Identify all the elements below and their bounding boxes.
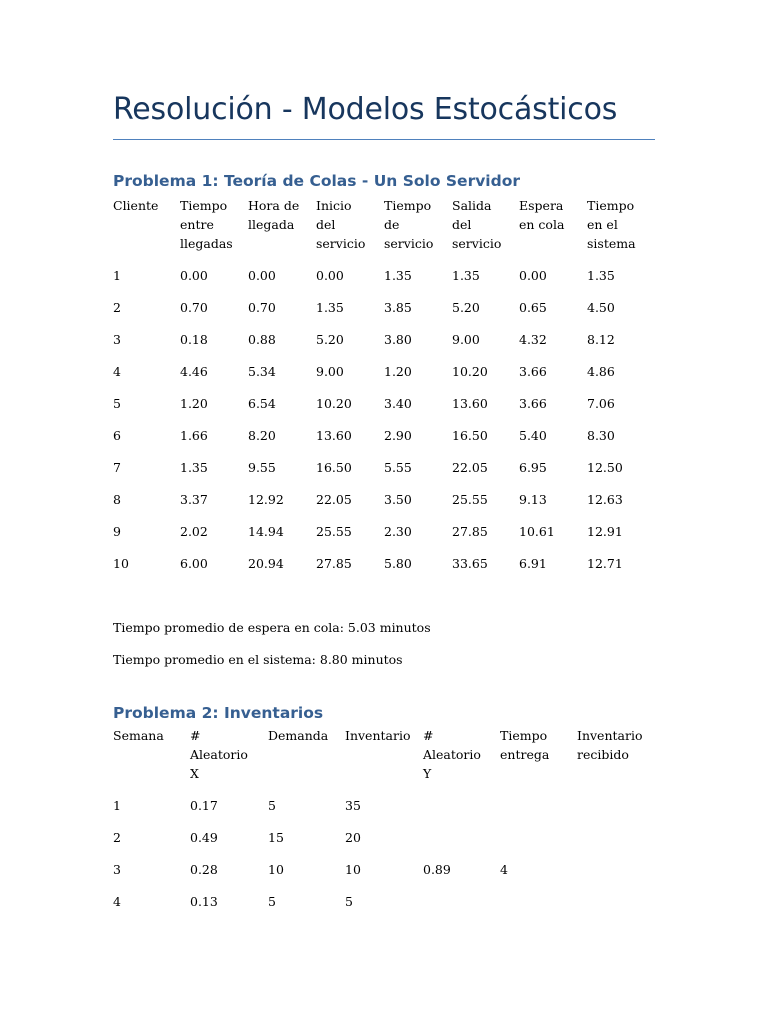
table-cell: 35 bbox=[345, 798, 361, 813]
column-header bbox=[345, 726, 410, 745]
column-header bbox=[268, 726, 328, 745]
table-cell: 3 bbox=[113, 332, 121, 347]
table-cell: 8.20 bbox=[248, 428, 276, 443]
table-cell: 0.17 bbox=[190, 798, 218, 813]
table-cell: 5.34 bbox=[248, 364, 276, 379]
table-cell: 12.50 bbox=[587, 460, 623, 475]
table-cell: 5 bbox=[113, 396, 121, 411]
table-cell: 10.61 bbox=[519, 524, 555, 539]
column-header-line: en el bbox=[587, 217, 618, 232]
table-cell: 16.50 bbox=[452, 428, 488, 443]
table-cell: 0.00 bbox=[180, 268, 208, 283]
table-cell: 2.02 bbox=[180, 524, 208, 539]
table-cell: 1.66 bbox=[180, 428, 208, 443]
table-cell: 2.90 bbox=[384, 428, 412, 443]
column-header-line: Tiempo bbox=[587, 198, 635, 213]
table-cell: 20.94 bbox=[248, 556, 284, 571]
table-cell: 0.00 bbox=[316, 268, 344, 283]
table-cell: 12.63 bbox=[587, 492, 623, 507]
column-header-line: Tiempo bbox=[180, 198, 228, 213]
column-header-line: # bbox=[190, 728, 201, 743]
column-header-line: de bbox=[384, 217, 400, 232]
table-cell: 5.55 bbox=[384, 460, 412, 475]
table-cell: 22.05 bbox=[452, 460, 488, 475]
table-cell: 5.20 bbox=[452, 300, 480, 315]
table-cell: 0.49 bbox=[190, 830, 218, 845]
table-cell: 9.13 bbox=[519, 492, 547, 507]
table-cell: 0.18 bbox=[180, 332, 208, 347]
column-header bbox=[423, 726, 481, 783]
table-cell: 9.00 bbox=[452, 332, 480, 347]
column-header-line: recibido bbox=[577, 747, 629, 762]
table-cell: 25.55 bbox=[452, 492, 488, 507]
column-header bbox=[452, 196, 501, 253]
document-title: Resolución - Modelos Estocásticos bbox=[113, 92, 618, 127]
table-cell: 4.32 bbox=[519, 332, 547, 347]
column-header-line: Espera bbox=[519, 198, 564, 213]
column-header-line: Aleatorio bbox=[423, 747, 481, 762]
column-header bbox=[316, 196, 365, 253]
table-cell: 1.35 bbox=[587, 268, 615, 283]
column-header-line: Inicio bbox=[316, 198, 352, 213]
table-cell: 9 bbox=[113, 524, 121, 539]
table-cell: 16.50 bbox=[316, 460, 352, 475]
table-cell: 3.66 bbox=[519, 364, 547, 379]
table-cell: 8.12 bbox=[587, 332, 615, 347]
table-cell: 3.37 bbox=[180, 492, 208, 507]
table-cell: 5 bbox=[268, 894, 276, 909]
table-cell: 6.95 bbox=[519, 460, 547, 475]
table-cell: 1.35 bbox=[452, 268, 480, 283]
table-cell: 15 bbox=[268, 830, 284, 845]
table-cell: 1.35 bbox=[180, 460, 208, 475]
table-cell: 12.71 bbox=[587, 556, 623, 571]
table-cell: 0.89 bbox=[423, 862, 451, 877]
column-header bbox=[113, 726, 164, 745]
table-cell: 6.54 bbox=[248, 396, 276, 411]
column-header-line: llegadas bbox=[180, 236, 233, 251]
problem1-heading: Problema 1: Teoría de Colas - Un Solo Servidor bbox=[113, 172, 521, 190]
table-cell: 2 bbox=[113, 300, 121, 315]
column-header bbox=[587, 196, 636, 253]
column-header bbox=[500, 726, 549, 764]
table-cell: 4.46 bbox=[180, 364, 208, 379]
table-cell: 1.20 bbox=[384, 364, 412, 379]
table-cell: 13.60 bbox=[316, 428, 352, 443]
table-cell: 7 bbox=[113, 460, 121, 475]
table-cell: 13.60 bbox=[452, 396, 488, 411]
table-cell: 12.91 bbox=[587, 524, 623, 539]
table-cell: 0.00 bbox=[248, 268, 276, 283]
table-cell: 3.85 bbox=[384, 300, 412, 315]
column-header-line: # bbox=[423, 728, 434, 743]
table-cell: 10 bbox=[113, 556, 129, 571]
problem2-heading: Problema 2: Inventarios bbox=[113, 704, 324, 722]
column-header-line: del bbox=[316, 217, 336, 232]
table-cell: 6.00 bbox=[180, 556, 208, 571]
table-cell: 6 bbox=[113, 428, 121, 443]
column-header bbox=[180, 196, 233, 253]
column-header-line: Salida bbox=[452, 198, 492, 213]
table-cell: 5 bbox=[268, 798, 276, 813]
table-cell: 1 bbox=[113, 268, 121, 283]
table-cell: 8.30 bbox=[587, 428, 615, 443]
table-cell: 2.30 bbox=[384, 524, 412, 539]
column-header-line: en cola bbox=[519, 217, 565, 232]
column-header bbox=[384, 196, 433, 253]
column-header-line: Cliente bbox=[113, 198, 159, 213]
column-header-line: del bbox=[452, 217, 472, 232]
column-header-line: Inventario bbox=[577, 728, 643, 743]
table-cell: 8 bbox=[113, 492, 121, 507]
table-cell: 4.86 bbox=[587, 364, 615, 379]
table-cell: 0.28 bbox=[190, 862, 218, 877]
column-header-line: Demanda bbox=[268, 728, 329, 743]
summary-system-time: Tiempo promedio en el sistema: 8.80 minutos bbox=[113, 652, 403, 667]
table-cell: 3.66 bbox=[519, 396, 547, 411]
table-cell: 10 bbox=[268, 862, 284, 877]
column-header-line: Aleatorio bbox=[190, 747, 248, 762]
table-cell: 3.80 bbox=[384, 332, 412, 347]
column-header-line: servicio bbox=[452, 236, 502, 251]
column-header-line: sistema bbox=[587, 236, 636, 251]
table-cell: 5 bbox=[345, 894, 353, 909]
title-divider bbox=[113, 139, 655, 140]
column-header-line: Inventario bbox=[345, 728, 411, 743]
column-header bbox=[248, 196, 299, 234]
column-header bbox=[113, 196, 158, 215]
column-header-line: entre bbox=[180, 217, 214, 232]
table-cell: 4 bbox=[500, 862, 508, 877]
table-cell: 27.85 bbox=[452, 524, 488, 539]
column-header-line: Tiempo bbox=[384, 198, 432, 213]
table-cell: 7.06 bbox=[587, 396, 615, 411]
table-cell: 9.55 bbox=[248, 460, 276, 475]
table-cell: 20 bbox=[345, 830, 361, 845]
table-cell: 3 bbox=[113, 862, 121, 877]
table-cell: 1.35 bbox=[316, 300, 344, 315]
column-header-line: X bbox=[190, 766, 199, 781]
table-cell: 3.50 bbox=[384, 492, 412, 507]
table-cell: 12.92 bbox=[248, 492, 284, 507]
table-cell: 1.35 bbox=[384, 268, 412, 283]
table-cell: 10 bbox=[345, 862, 361, 877]
column-header bbox=[190, 726, 248, 783]
column-header bbox=[577, 726, 642, 764]
column-header-line: Hora de bbox=[248, 198, 300, 213]
table-cell: 6.91 bbox=[519, 556, 547, 571]
table-cell: 14.94 bbox=[248, 524, 284, 539]
table-cell: 25.55 bbox=[316, 524, 352, 539]
table-cell: 0.13 bbox=[190, 894, 218, 909]
column-header bbox=[519, 196, 564, 234]
table-cell: 1.20 bbox=[180, 396, 208, 411]
table-cell: 10.20 bbox=[452, 364, 488, 379]
table-cell: 0.00 bbox=[519, 268, 547, 283]
table-cell: 5.80 bbox=[384, 556, 412, 571]
column-header-line: servicio bbox=[316, 236, 366, 251]
table-cell: 3.40 bbox=[384, 396, 412, 411]
table-cell: 0.70 bbox=[180, 300, 208, 315]
column-header-line: Semana bbox=[113, 728, 164, 743]
table-cell: 9.00 bbox=[316, 364, 344, 379]
table-cell: 0.88 bbox=[248, 332, 276, 347]
table-cell: 33.65 bbox=[452, 556, 488, 571]
table-cell: 0.65 bbox=[519, 300, 547, 315]
table-cell: 27.85 bbox=[316, 556, 352, 571]
table-cell: 0.70 bbox=[248, 300, 276, 315]
column-header-line: Y bbox=[423, 766, 432, 781]
column-header-line: Tiempo bbox=[500, 728, 548, 743]
table-cell: 4 bbox=[113, 364, 121, 379]
summary-wait-time: Tiempo promedio de espera en cola: 5.03 minutos bbox=[113, 620, 431, 635]
column-header-line: llegada bbox=[248, 217, 295, 232]
table-cell: 1 bbox=[113, 798, 121, 813]
table-cell: 22.05 bbox=[316, 492, 352, 507]
table-cell: 5.20 bbox=[316, 332, 344, 347]
table-cell: 2 bbox=[113, 830, 121, 845]
column-header-line: servicio bbox=[384, 236, 434, 251]
table-cell: 10.20 bbox=[316, 396, 352, 411]
column-header-line: entrega bbox=[500, 747, 550, 762]
table-cell: 5.40 bbox=[519, 428, 547, 443]
table-cell: 4 bbox=[113, 894, 121, 909]
table-cell: 4.50 bbox=[587, 300, 615, 315]
